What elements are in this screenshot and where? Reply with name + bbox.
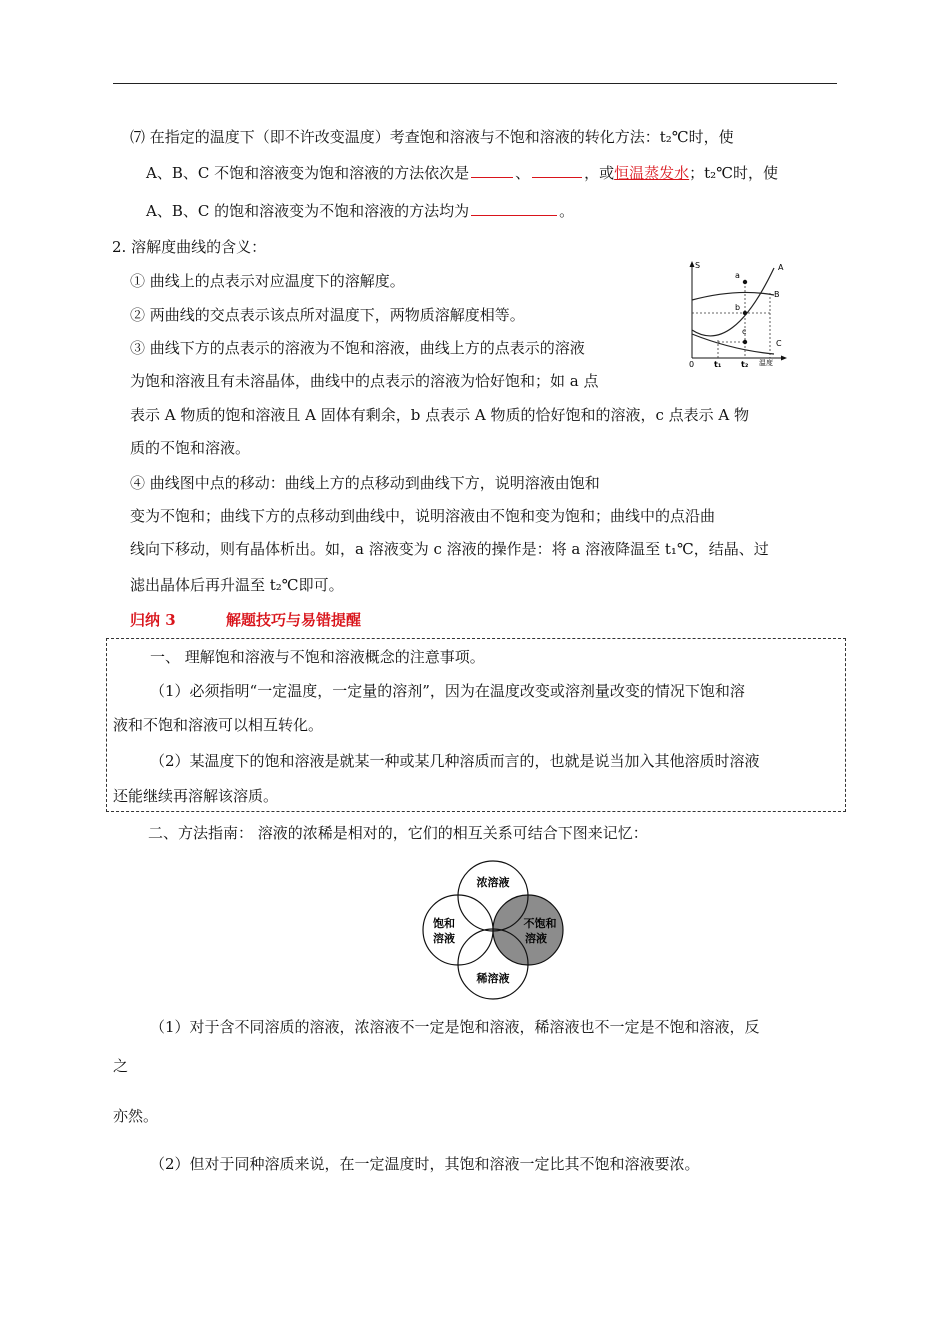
x-axis-arrow — [781, 356, 787, 361]
t2-label: t₂ — [741, 360, 749, 369]
meaning-item-4-l4: 滤出晶体后再升温至 t₂℃即可。 — [130, 576, 344, 594]
section7-line3 — [146, 200, 574, 221]
venn-right-l1: 不饱和 — [523, 917, 557, 930]
guina3-title: 解题技巧与易错提醒 — [226, 611, 362, 629]
t1-label: t₁ — [714, 360, 722, 369]
point-b-label: b — [735, 303, 741, 312]
curve-A — [692, 268, 774, 336]
section7-line3-text: A、B、C 的饱和溶液变为不饱和溶液的方法均为 — [146, 202, 470, 220]
point-a — [743, 280, 747, 284]
meaning-item-4-l2: 变为不饱和；曲线下方的点移动到曲线中，说明溶液由不饱和变为饱和；曲线中的点沿曲 — [130, 507, 716, 525]
box-heading: 一、 理解饱和溶液与不饱和溶液概念的注意事项。 — [150, 648, 485, 666]
point-b — [743, 311, 747, 315]
y-axis-arrow — [690, 261, 695, 267]
method-line: 二、方法指南： 溶液的浓稀是相对的，它们的相互关系可结合下图来记忆： — [148, 824, 648, 842]
curve-C — [692, 334, 774, 354]
box-p2-l2: 还能继续再溶解该溶质。 — [113, 787, 279, 805]
point-c — [743, 340, 747, 344]
meaning-item-4-l3: 线向下移动，则有晶体析出。如，a 溶液变为 c 溶液的操作是：将 a 溶液降温至 t₁℃，结晶、过 — [130, 540, 769, 558]
meaning-item-1: ① 曲线上的点表示对应温度下的溶解度。 — [130, 272, 405, 290]
solubility-graph — [682, 258, 790, 370]
section7-line1: ⑺ 在指定的温度下（即不许改变温度）考查饱和溶液与不饱和溶液的转化方法：t₂℃时，使 — [130, 128, 734, 146]
y-axis-label: S — [695, 261, 701, 270]
venn-top-label: 浓溶液 — [476, 876, 510, 889]
meaning-item-3-l4: 质的不饱和溶液。 — [130, 439, 251, 457]
box-p2-l1: （2）某温度下的饱和溶液是就某一种或某几种溶质而言的，也就是说当加入其他溶质时溶液 — [150, 752, 760, 770]
note-2: （2）但对于同种溶质来说，在一定温度时，其饱和溶液一定比其不饱和溶液要浓。 — [150, 1155, 700, 1173]
venn-right-l2: 溶液 — [525, 932, 547, 945]
venn-left-l2: 溶液 — [433, 932, 455, 945]
meaning-item-3-l1: ③ 曲线下方的点表示的溶液为不饱和溶液，曲线上方的点表示的溶液 — [130, 339, 585, 357]
meaning-item-3-l2: 为饱和溶液且有未溶晶体，曲线中的点表示的溶液为恰好饱和；如 a 点 — [130, 372, 599, 390]
point-c-label: c — [742, 327, 747, 336]
section7-line2-text: A、B、C 不饱和溶液变为饱和溶液的方法依次是 — [146, 164, 470, 182]
separator: 、 — [515, 164, 531, 182]
answer-blank-2[interactable] — [532, 162, 582, 178]
answer-blank-3[interactable] — [471, 200, 557, 216]
answer-blank-1[interactable] — [471, 162, 513, 178]
curve-B — [692, 292, 774, 300]
box-p1-l2: 液和不饱和溶液可以相互转化。 — [113, 716, 324, 734]
origin-label: 0 — [689, 360, 695, 369]
note-1-l1: （1）对于含不同溶质的溶液，浓溶液不一定是饱和溶液，稀溶液也不一定是不饱和溶液，反 — [150, 1018, 760, 1036]
venn-diagram — [418, 860, 568, 1000]
box-p1-l1: （1）必须指明“一定温度，一定量的溶剂”，因为在温度改变或溶剂量改变的情况下饱和溶 — [150, 682, 745, 700]
point-a-label: a — [735, 271, 740, 280]
meaning-item-4-l1: ④ 曲线图中点的移动：曲线上方的点移动到曲线下方，说明溶液由饱和 — [130, 474, 600, 492]
x-axis-label: 温度 — [759, 359, 773, 367]
section7-line2 — [146, 162, 778, 183]
line3-end: 。 — [559, 202, 575, 220]
note-1-l2: 之 — [113, 1057, 129, 1075]
venn-left-l1: 饱和 — [433, 917, 455, 930]
venn-bottom-label: 稀溶液 — [476, 972, 510, 985]
answer-evaporate: 恒温蒸发水 — [614, 164, 690, 182]
guina3-label: 归纳 3 — [130, 611, 176, 629]
note-1-l3: 亦然。 — [113, 1107, 159, 1125]
section2-title: 2. 溶解度曲线的含义： — [112, 238, 267, 256]
curve-A-label: A — [778, 263, 784, 272]
section7-line2-tail: ；t₂℃时，使 — [689, 164, 778, 182]
or-text: ，或 — [584, 164, 615, 182]
meaning-item-3-l3: 表示 A 物质的饱和溶液且 A 固体有剩余，b 点表示 A 物质的恰好饱和的溶液，c 点表示 A 物 — [130, 406, 750, 424]
header-rule — [113, 83, 837, 84]
curve-C-label: C — [776, 339, 782, 348]
meaning-item-2: ② 两曲线的交点表示该点所对温度下，两物质溶解度相等。 — [130, 306, 525, 324]
curve-B-label: B — [774, 290, 780, 299]
